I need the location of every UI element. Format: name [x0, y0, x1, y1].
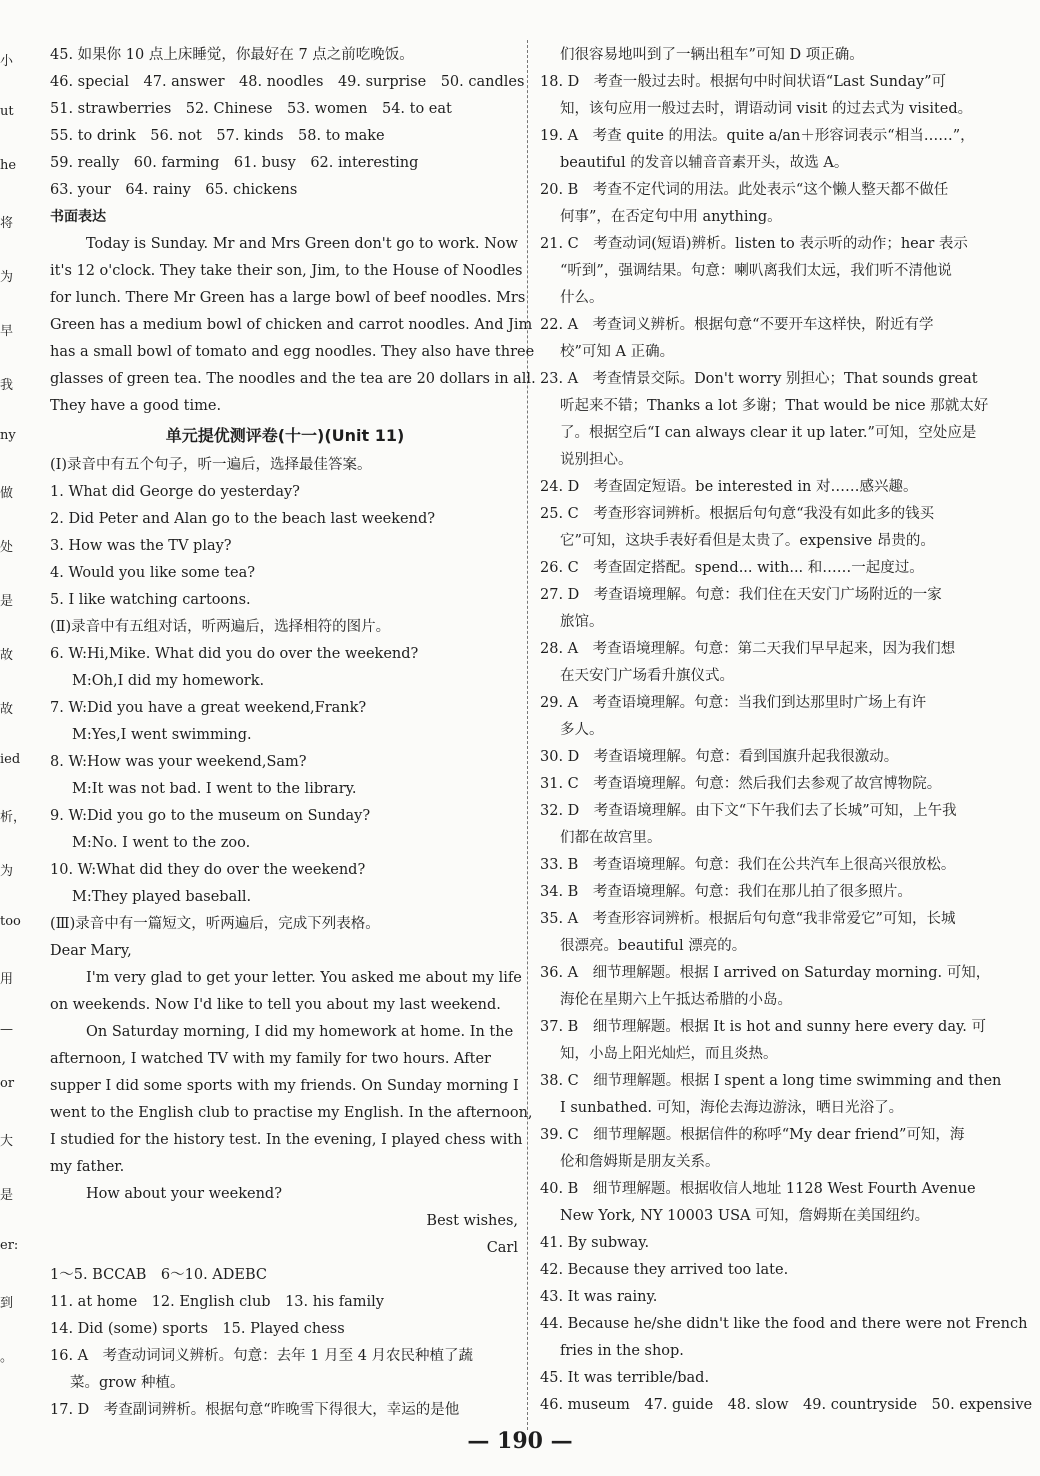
- text-line: 了。根据空后“I can always clear it up later.”可知，空处应是: [560, 425, 977, 441]
- margin-fragment: 。: [0, 1350, 14, 1365]
- text-line: 24. D 考查固定短语。be interested in 对……感兴趣。: [540, 479, 918, 495]
- text-line: beautiful 的发音以辅音音素开头，故选 A。: [560, 155, 849, 171]
- text-line: 45. 如果你 10 点上床睡觉，你最好在 7 点之前吃晚饭。: [50, 47, 414, 63]
- text-line: 1～5. BCCAB 6～10. ADEBC: [50, 1267, 268, 1283]
- text-line: my father.: [50, 1159, 125, 1175]
- margin-fragment: 故: [0, 702, 14, 717]
- text-line: 知，小岛上阳光灿烂，而且炎热。: [560, 1046, 778, 1062]
- text-line: How about your weekend?: [86, 1186, 282, 1202]
- text-line: 伦和詹姆斯是朋友关系。: [560, 1154, 720, 1170]
- text-line: Green has a medium bowl of chicken and carrot noodles. And Jim: [50, 317, 533, 333]
- margin-fragment: 大: [0, 1134, 14, 1149]
- margin-fragment: —: [0, 1022, 13, 1037]
- text-line: 旅馆。: [560, 614, 604, 630]
- text-line: 14. Did (some) sports 15. Played chess: [50, 1321, 345, 1337]
- margin-fragment: or: [0, 1076, 15, 1091]
- text-line: 2. Did Peter and Alan go to the beach last weekend?: [50, 511, 436, 527]
- text-line: 书面表达: [50, 209, 106, 225]
- text-line: 3. How was the TV play?: [50, 538, 232, 554]
- text-line: 9. W:Did you go to the museum on Sunday?: [50, 808, 371, 824]
- text-line: 何事”，在否定句中用 anything。: [560, 209, 782, 225]
- text-line: 5. I like watching cartoons.: [50, 592, 251, 608]
- text-line: 25. C 考查形容词辨析。根据后句句意“我没有如此多的钱买: [540, 506, 935, 522]
- text-line: 22. A 考查词义辨析。根据句意“不要开车这样快，附近有学: [540, 317, 934, 333]
- text-line: 6. W:Hi,Mike. What did you do over the weekend?: [50, 646, 419, 662]
- margin-fragment: 我: [0, 378, 14, 393]
- text-line: 63. your 64. rainy 65. chickens: [50, 182, 298, 198]
- text-line: on weekends. Now I'd like to tell you about my last weekend.: [50, 997, 501, 1013]
- text-line: (Ⅰ)录音中有五个句子，听一遍后，选择最佳答案。: [50, 457, 372, 473]
- text-line: I sunbathed. 可知，海伦去海边游泳，晒日光浴了。: [560, 1100, 904, 1116]
- margin-fragment: ut: [0, 104, 14, 119]
- text-line: 4. Would you like some tea?: [50, 565, 256, 581]
- text-line: M:It was not bad. I went to the library.: [72, 781, 357, 797]
- margin-fragment: too: [0, 914, 21, 929]
- text-line: 们都在故宫里。: [560, 830, 662, 846]
- text-line: On Saturday morning, I did my homework at home. In the: [86, 1024, 514, 1040]
- text-line: 39. C 细节理解题。根据信件的称呼“My dear friend”可知，海: [540, 1127, 965, 1143]
- text-line: 海伦在星期六上午抵达希腊的小岛。: [560, 992, 792, 1008]
- margin-fragment: 是: [0, 594, 14, 609]
- text-line: 30. D 考查语境理解。句意：看到国旗升起我很激动。: [540, 749, 899, 765]
- margin-fragment: 用: [0, 972, 14, 987]
- text-line: M:Yes,I went swimming.: [72, 727, 252, 743]
- text-line: Dear Mary,: [50, 943, 132, 959]
- text-line: 很漂亮。beautiful 漂亮的。: [560, 938, 747, 954]
- margin-fragment: 为: [0, 270, 14, 285]
- margin-fragment: 小: [0, 54, 14, 69]
- text-line: 26. C 考查固定搭配。spend... with... 和……一起度过。: [540, 560, 924, 576]
- text-line: 32. D 考查语境理解。由下文“下午我们去了长城”可知，上午我: [540, 803, 957, 819]
- text-line: (Ⅲ)录音中有一篇短文，听两遍后，完成下列表格。: [50, 916, 380, 932]
- right-column: [540, 42, 1033, 1419]
- text-line: 44. Because he/she didn't like the food and there were not French: [540, 1316, 1028, 1332]
- column-divider: [527, 40, 528, 1430]
- margin-fragment: 做: [0, 486, 14, 501]
- margin-fragment: 析，: [0, 810, 27, 825]
- text-line: it's 12 o'clock. They take their son, Jim, to the House of Noodles: [50, 263, 523, 279]
- text-line: afternoon, I watched TV with my family for two hours. After: [50, 1051, 491, 1067]
- text-line: fries in the shop.: [560, 1343, 684, 1359]
- text-line: They have a good time.: [50, 398, 222, 414]
- text-line: 说别担心。: [560, 452, 633, 468]
- text-line: 16. A 考查动词词义辨析。句意：去年 1 月至 4 月农民种植了蔬: [50, 1348, 474, 1364]
- text-line: 校”可知 A 正确。: [560, 344, 675, 360]
- text-line: 8. W:How was your weekend,Sam?: [50, 754, 307, 770]
- text-line: 41. By subway.: [540, 1235, 650, 1251]
- text-line: went to the English club to practise my English. In the afternoon,: [50, 1105, 533, 1121]
- text-line: 33. B 考查语境理解。句意：我们在公共汽车上很高兴很放松。: [540, 857, 956, 873]
- text-line: 29. A 考查语境理解。句意：当我们到达那里时广场上有许: [540, 695, 927, 711]
- text-line: 59. really 60. farming 61. busy 62. interesting: [50, 155, 419, 171]
- margin-fragment: 到: [0, 1296, 14, 1311]
- text-line: Best wishes,: [426, 1213, 518, 1229]
- text-line: 20. B 考查不定代词的用法。此处表示“这个懒人整天都不做任: [540, 182, 949, 198]
- text-line: 10. W:What did they do over the weekend?: [50, 862, 366, 878]
- text-line: I studied for the history test. In the evening, I played chess with: [50, 1132, 523, 1148]
- text-line: 它”可知，这块手表好看但是太贵了。expensive 昂贵的。: [560, 533, 935, 549]
- text-line: 37. B 细节理解题。根据 It is hot and sunny here every day. 可: [540, 1019, 986, 1035]
- text-line: Today is Sunday. Mr and Mrs Green don't go to work. Now: [86, 236, 518, 252]
- text-line: 35. A 考查形容词辨析。根据后句句意“我非常爱它”可知，长城: [540, 911, 956, 927]
- text-line: Carl: [486, 1240, 518, 1256]
- text-line: supper I did some sports with my friends. On Sunday morning I: [50, 1078, 519, 1094]
- text-line: has a small bowl of tomato and egg noodles. They also have three: [50, 344, 535, 360]
- text-line: 43. It was rainy.: [540, 1289, 658, 1305]
- text-line: 46. special 47. answer 48. noodles 49. surprise 50. candles: [50, 74, 525, 90]
- text-line: 知，该句应用一般过去时，谓语动词 visit 的过去式为 visited。: [560, 101, 973, 117]
- text-line: 51. strawberries 52. Chinese 53. women 54. to eat: [50, 101, 452, 117]
- text-line: 45. It was terrible/bad.: [540, 1370, 710, 1386]
- text-line: 听起来不错；Thanks a lot 多谢；That would be nice 那就太好: [560, 398, 989, 414]
- text-line: 55. to drink 56. not 57. kinds 58. to make: [50, 128, 385, 144]
- margin-fragment: 早: [0, 324, 14, 339]
- text-line: 菜。grow 种植。: [70, 1375, 185, 1391]
- text-line: “听到”，强调结果。句意：喇叭离我们太远，我们听不清他说: [560, 263, 952, 279]
- text-line: M:No. I went to the zoo.: [72, 835, 251, 851]
- text-line: M:Oh,I did my homework.: [72, 673, 265, 689]
- text-line: 28. A 考查语境理解。句意：第二天我们早早起来，因为我们想: [540, 641, 956, 657]
- text-line: 1. What did George do yesterday?: [50, 484, 300, 500]
- margin-fragment: er:: [0, 1238, 19, 1253]
- margin-fragment: ny: [0, 428, 16, 443]
- text-line: 40. B 细节理解题。根据收信人地址 1128 West Fourth Avenue: [540, 1181, 976, 1197]
- text-line: 多人。: [560, 722, 604, 738]
- text-line: 19. A 考查 quite 的用法。quite a/an＋形容词表示“相当……”，: [540, 128, 975, 144]
- text-line: 31. C 考查语境理解。句意：然后我们去参观了故宫博物院。: [540, 776, 942, 792]
- text-line: M:They played baseball.: [72, 889, 252, 905]
- margin-fragment: 故: [0, 648, 14, 663]
- left-margin-bleed: [0, 0, 27, 1476]
- text-line: 18. D 考查一般过去时。根据句中时间状语“Last Sunday”可: [540, 74, 946, 90]
- text-line: 单元提优测评卷(十一)(Unit 11): [165, 426, 405, 445]
- margin-fragment: ied: [0, 752, 21, 767]
- text-line: 什么。: [560, 290, 604, 306]
- text-line: 46. museum 47. guide 48. slow 49. countryside 50. expensive: [540, 1397, 1033, 1413]
- margin-fragment: he: [0, 158, 17, 173]
- text-line: 23. A 考查情景交际。Don't worry 别担心；That sounds great: [540, 371, 978, 387]
- text-line: New York, NY 10003 USA 可知，詹姆斯在美国纽约。: [560, 1208, 930, 1224]
- text-line: 42. Because they arrived too late.: [540, 1262, 789, 1278]
- margin-fragment: 是: [0, 1188, 14, 1203]
- text-line: I'm very glad to get your letter. You asked me about my life: [86, 970, 522, 986]
- text-line: 38. C 细节理解题。根据 I spent a long time swimming and then: [540, 1073, 1002, 1089]
- text-line: 36. A 细节理解题。根据 I arrived on Saturday morning. 可知，: [540, 965, 991, 981]
- left-column: [50, 42, 536, 1424]
- text-line: 21. C 考查动词(短语)辨析。listen to 表示听的动作；hear 表示: [540, 236, 968, 252]
- text-line: (Ⅱ)录音中有五组对话，听两遍后，选择相符的图片。: [50, 619, 391, 635]
- text-line: 们很容易地叫到了一辆出租车”可知 D 项正确。: [560, 47, 864, 63]
- text-line: 11. at home 12. English club 13. his family: [50, 1294, 384, 1310]
- text-line: 7. W:Did you have a great weekend,Frank?: [50, 700, 367, 716]
- text-line: glasses of green tea. The noodles and the tea are 20 dollars in all.: [50, 371, 536, 387]
- text-line: for lunch. There Mr Green has a large bowl of beef noodles. Mrs: [50, 290, 526, 306]
- margin-fragment: 处: [0, 540, 14, 555]
- text-line: 34. B 考查语境理解。句意：我们在那儿拍了很多照片。: [540, 884, 912, 900]
- margin-fragment: 将: [0, 216, 14, 231]
- text-line: 在天安门广场看升旗仪式。: [560, 668, 734, 684]
- page-number: — 190 —: [467, 1428, 573, 1454]
- text-line: 27. D 考查语境理解。句意：我们住在天安门广场附近的一家: [540, 587, 942, 603]
- text-line: 17. D 考查副词辨析。根据句意“昨晚雪下得很大，幸运的是他: [50, 1402, 460, 1418]
- margin-fragment: 为: [0, 864, 14, 879]
